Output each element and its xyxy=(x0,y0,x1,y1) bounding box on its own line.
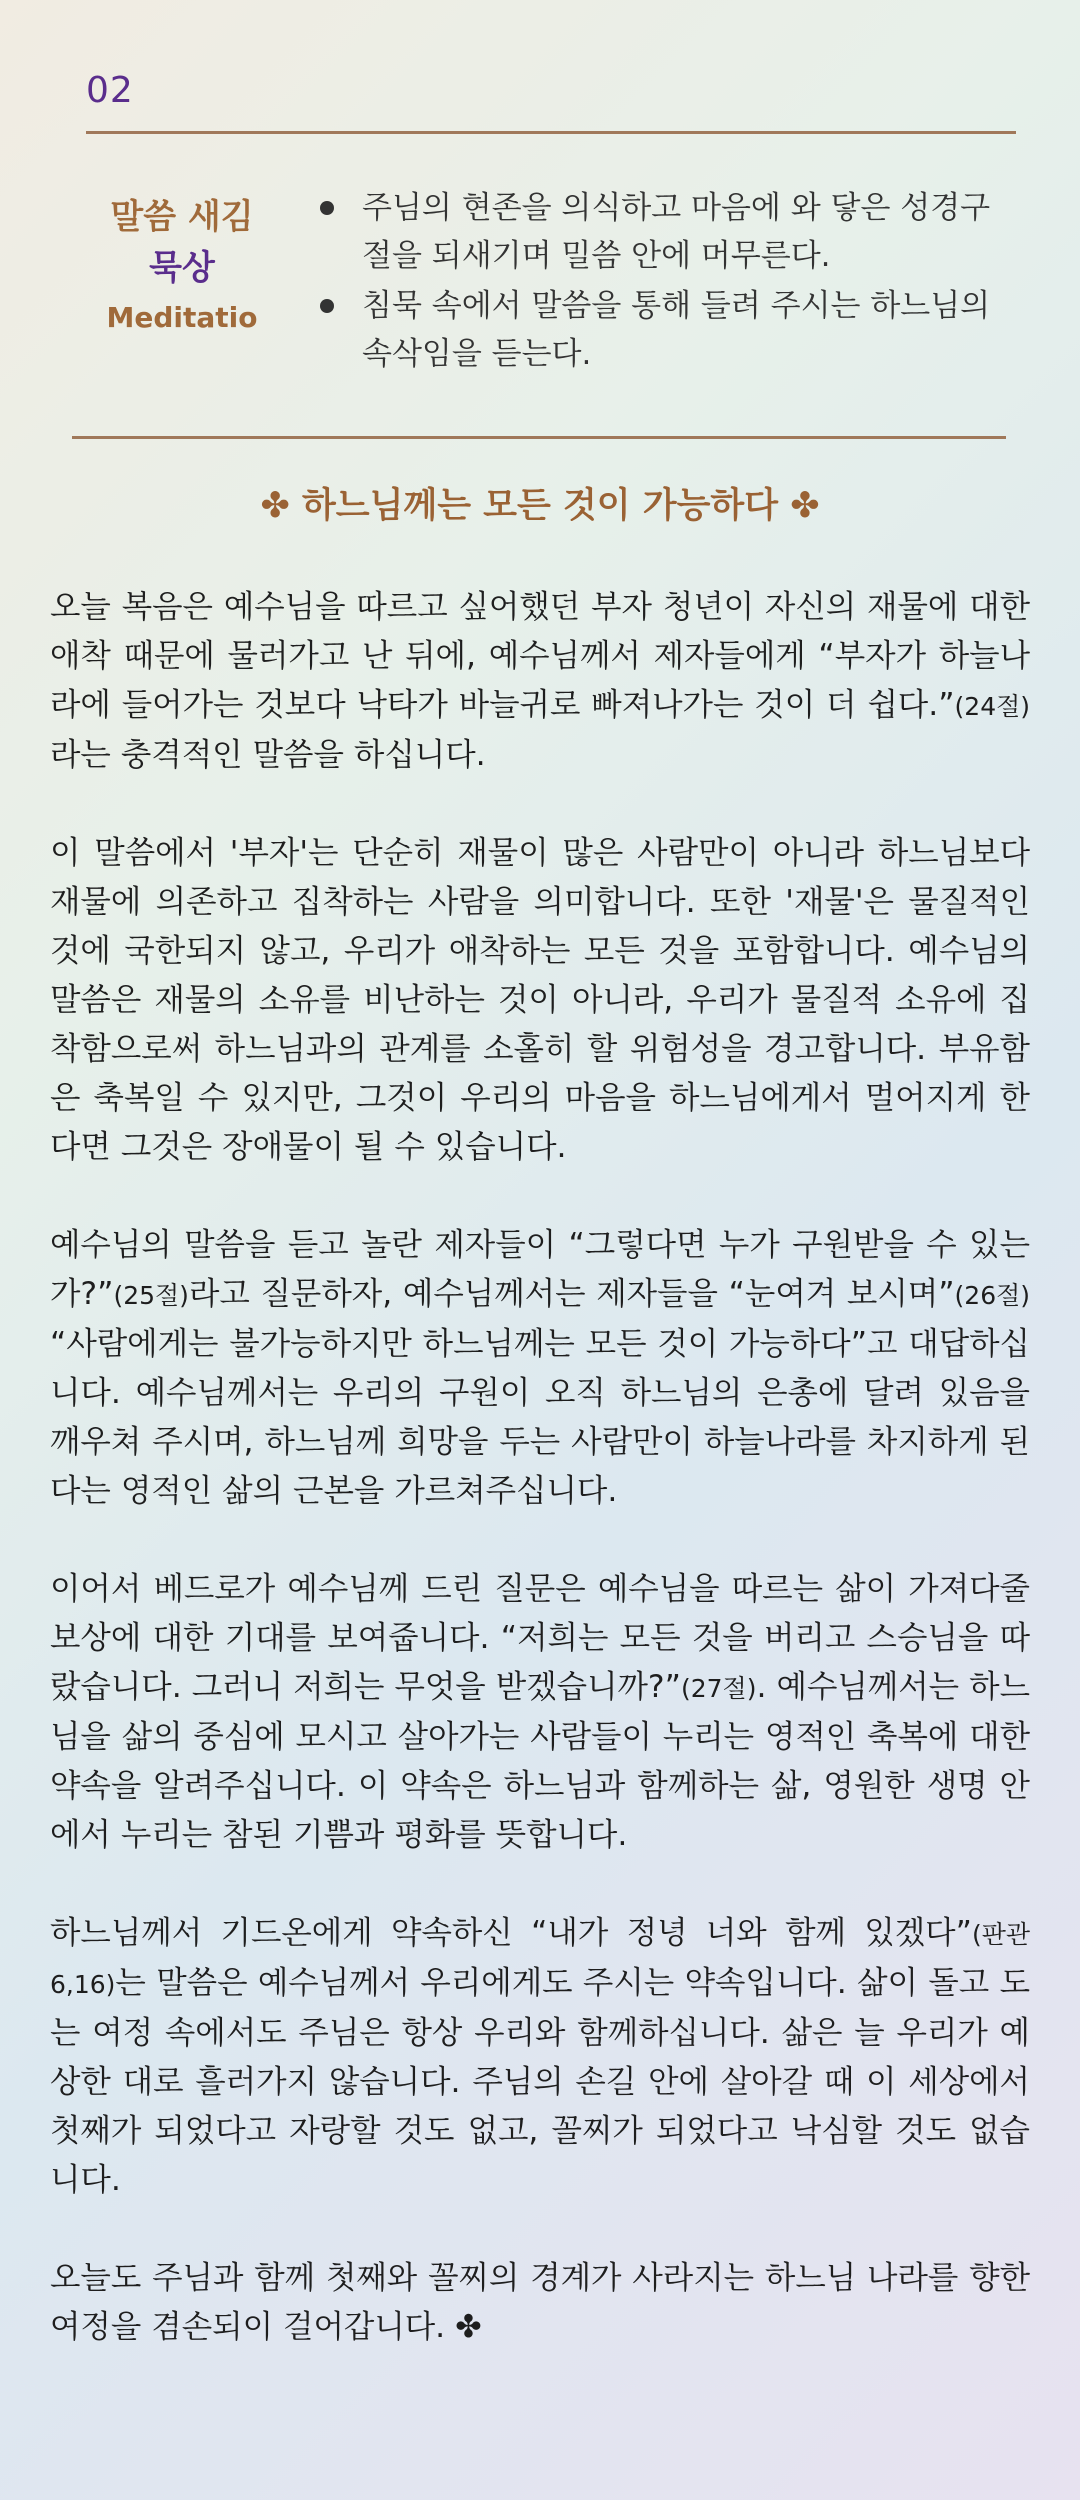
paragraph-1 xyxy=(50,583,1030,780)
paragraph-text: . 예수님께서는 하느님을 삶의 중심에 모시고 살아가는 사람들이 누리는 영적인 축복에 대한 약속을 알려주십니다. 이 약속은 하느님과 함께하는 삶, 영원한 생명 안에서 누리는 참된 기쁨과 평화를 뜻합니다. xyxy=(50,1669,1030,1853)
paragraph-text: 하느님께서 기드온에게 약속하신 “내가 정녕 너와 함께 있겠다” xyxy=(50,1915,972,1951)
reflection-heading: ✤ 하느님께는 모든 것이 가능하다 ✤ xyxy=(260,486,820,526)
verse-citation: (27절) xyxy=(680,1674,757,1703)
side-label xyxy=(82,192,282,342)
bullet-dot-icon xyxy=(320,201,334,215)
guidance-list xyxy=(320,184,1020,380)
verse-citation: (판관 6,16) xyxy=(50,1920,1030,1999)
guidance-item xyxy=(320,282,1020,378)
side-label-line1: 말씀 새김 xyxy=(110,197,254,237)
verse-citation: (24절) xyxy=(954,692,1030,721)
paragraph-6: 오늘도 주님과 함께 첫째와 꼴찌의 경계가 사라지는 하느님 나라를 향한 여정을 겸손되이 걸어갑니다. ✤ xyxy=(50,2260,1030,2345)
paragraph-text: 라는 충격적인 말씀을 하십니다. xyxy=(50,737,486,773)
paragraph-text: “사람에게는 불가능하지만 하느님께는 모든 것이 가능하다”고 대답하십니다. 예수님께서는 우리의 구원이 오직 하느님의 은총에 달려 있음을 깨우쳐 주시며, 하느님께 희망을 두는 사람만이 하늘나라를 차지하게 된다는 영적인 삶의 근본을 가르쳐주십니다. xyxy=(50,1326,1030,1509)
side-label-line3: Meditatio xyxy=(106,301,258,334)
paragraph-text: 라고 질문하자, 예수님께서는 제자들을 “눈여겨 보시며” xyxy=(188,1276,955,1312)
guidance-text: 주님의 현존을 의식하고 마음에 와 닿은 성경구절을 되새기며 밀씀 안에 머무른다. xyxy=(362,190,991,274)
paragraph-3 xyxy=(50,1221,1030,1516)
guidance-text: 침묵 속에서 말씀을 통해 들려 주시는 하느님의 속삭임을 듣는다. xyxy=(362,288,991,372)
paragraph-text: 오늘 복음은 예수님을 따르고 싶어했던 부자 청년이 자신의 재물에 대한 애착 때문에 물러가고 난 뒤에, 예수님께서 제자들에게 “부자가 하늘나라에 들어가는 것보다 낙타가 바늘귀로 빠져나가는 것이 더 쉽다.” xyxy=(50,589,1030,723)
reflection-body xyxy=(50,583,1030,2401)
paragraph-text: 예수님의 말씀을 듣고 놀란 제자들이 “그렇다면 누가 구원받을 수 있는가?” xyxy=(50,1227,1030,1312)
paragraph-4 xyxy=(50,1565,1030,1860)
guidance-item xyxy=(320,184,1020,280)
side-label-line2: 묵상 xyxy=(149,248,215,288)
section-number: 02 xyxy=(86,70,134,111)
top-divider xyxy=(86,131,1016,134)
middle-divider xyxy=(72,436,1006,439)
verse-citation: (26절) xyxy=(954,1281,1030,1310)
verse-citation: (25절) xyxy=(113,1281,189,1310)
paragraph-5 xyxy=(50,1909,1030,2205)
paragraph-text: 이어서 베드로가 예수님께 드린 질문은 예수님을 따르는 삶이 가져다줄 보상에 대한 기대를 보여줍니다. “저희는 모든 것을 버리고 스승님을 따랐습니다. 그러니 저희는 무엇을 받겠습니까?” xyxy=(50,1571,1030,1705)
bullet-dot-icon xyxy=(320,299,334,313)
paragraph-2: 이 말씀에서 '부자'는 단순히 재물이 많은 사람만이 아니라 하느님보다 재물에 의존하고 집착하는 사람을 의미합니다. 또한 '재물'은 물질적인 것에 국한되지 않고, 우리가 애착하는 모든 것을 포함합니다. 예수님의 말씀은 재물의 소유를 비난하는 것이 아니라, 우리가 물질적 소유에 집착함으로써 하느님과의 관계를 소홀히 할 위험성을 경고합니다. 부유함은 축복일 수 있지만, 그것이 우리의 마음을 하느님에게서 멀어지게 한다면 그것은 장애물이 될 수 있습니다. xyxy=(50,835,1030,1165)
paragraph-text: 는 말씀은 예수님께서 우리에게도 주시는 약속입니다. 삶이 돌고 도는 여정 속에서도 주님은 항상 우리와 함께하십니다. 삶은 늘 우리가 예상한 대로 흘러가지 않습니다. 주님의 손길 안에 살아갈 때 이 세상에서 첫째가 되었다고 자랑할 것도 없고, 꼴찌가 되었다고 낙심할 것도 없습니다. xyxy=(50,1965,1030,2198)
